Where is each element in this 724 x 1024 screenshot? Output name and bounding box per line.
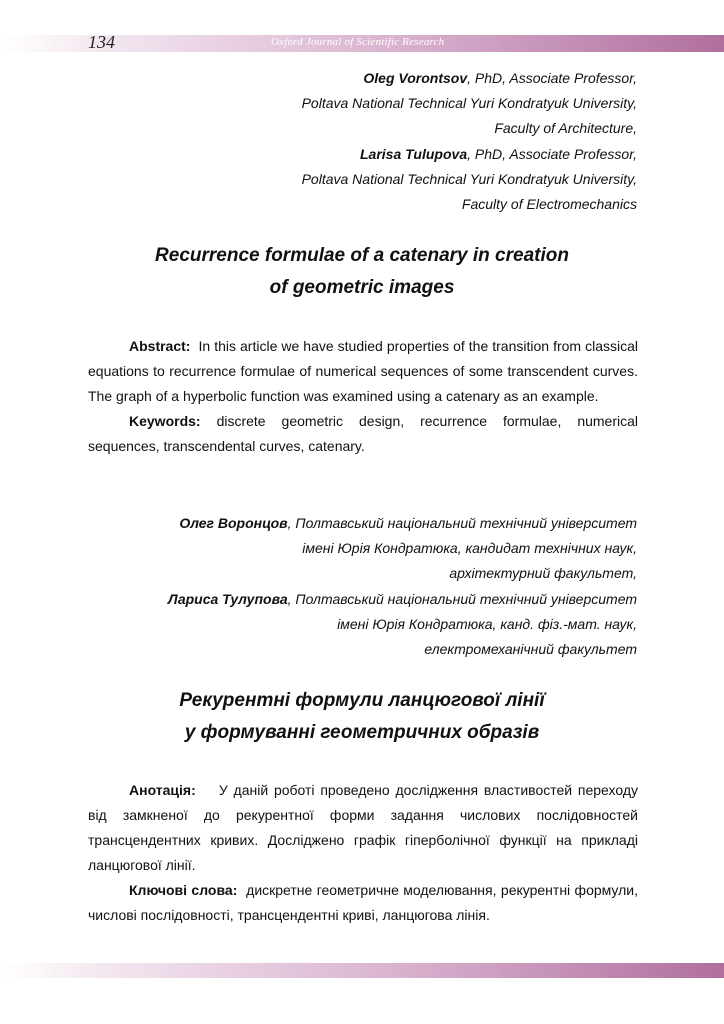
keywords-label: Ключові слова:	[129, 882, 238, 898]
author-affiliation: імені Юрія Кондратюка, канд. фіз.-мат. наук,	[337, 615, 637, 632]
author-affiliation: Poltava National Technical Yuri Kondratyuk University,	[301, 170, 637, 187]
author-faculty: Faculty of Electromechanics	[461, 196, 637, 213]
author-line: Лариса Тулупова, Полтавський національний технічний університет	[168, 590, 637, 607]
abstract-text: У даній роботі проведено дослідження властивостей переходу від замкненої до рекурентної форми задання числових послідовностей трансцендентних кривих. Досліджено графік гіперболічної функції на прикладі ланцюгової лінії.	[88, 782, 638, 873]
journal-name: Oxford Journal of Scientific Research	[271, 36, 445, 48]
keywords-label: Keywords:	[129, 413, 201, 429]
abstract-paragraph	[88, 778, 638, 878]
keywords-paragraph	[88, 409, 638, 459]
abstract-label: Abstract:	[129, 338, 191, 354]
article-title-en: Recurrence formulae of a catenary in creation of geometric images	[155, 245, 569, 298]
keywords-text: дискретне геометричне моделювання, рекурентні формули, числові послідовності, трансцендентні криві, ланцюгова лінія.	[88, 882, 639, 923]
author-name: Лариса Тулупова	[168, 590, 288, 607]
author-line: Oleg Vorontsov, PhD, Associate Professor,	[363, 70, 637, 86]
abstract-ua	[88, 778, 638, 928]
article-title-ua: Рекурентні формули ланцюгової лінії у формуванні геометричних образів	[179, 690, 545, 743]
author-line: Larisa Tulupova, PhD, Associate Professor,	[360, 145, 637, 162]
keywords-text: discrete geometric design, recurrence formulae, numerical sequences, transcendental curves, catenary.	[88, 413, 639, 454]
author-affiliation: Poltava National Technical Yuri Kondratyuk University,	[301, 95, 637, 112]
author-name: Олег Воронцов	[179, 515, 288, 531]
author-affiliation: імені Юрія Кондратюка, кандидат технічних наук,	[302, 540, 637, 557]
footer-band	[0, 963, 724, 978]
abstract-label: Анотація:	[129, 782, 196, 798]
author-faculty: електромеханічний факультет	[424, 641, 637, 658]
author-faculty: Faculty of Architecture,	[494, 120, 637, 137]
abstract-text: In this article we have studied properties of the transition from classical equations to recurrence formulae of numerical sequences of some transcendent curves. The graph of a hyperbolic function was examined using a catenary as an example.	[88, 338, 638, 404]
author-name: Oleg Vorontsov	[363, 70, 468, 86]
author-line: Олег Воронцов, Полтавський національний технічний університет	[179, 515, 637, 531]
abstract-paragraph	[88, 334, 638, 409]
abstract-en	[88, 334, 638, 459]
authors-en	[302, 66, 637, 217]
keywords-paragraph	[88, 878, 638, 928]
author-faculty: архітектурний факультет,	[449, 565, 637, 582]
authors-ua	[168, 511, 637, 662]
page-number: 134	[88, 32, 115, 52]
author-name: Larisa Tulupova	[360, 145, 468, 162]
